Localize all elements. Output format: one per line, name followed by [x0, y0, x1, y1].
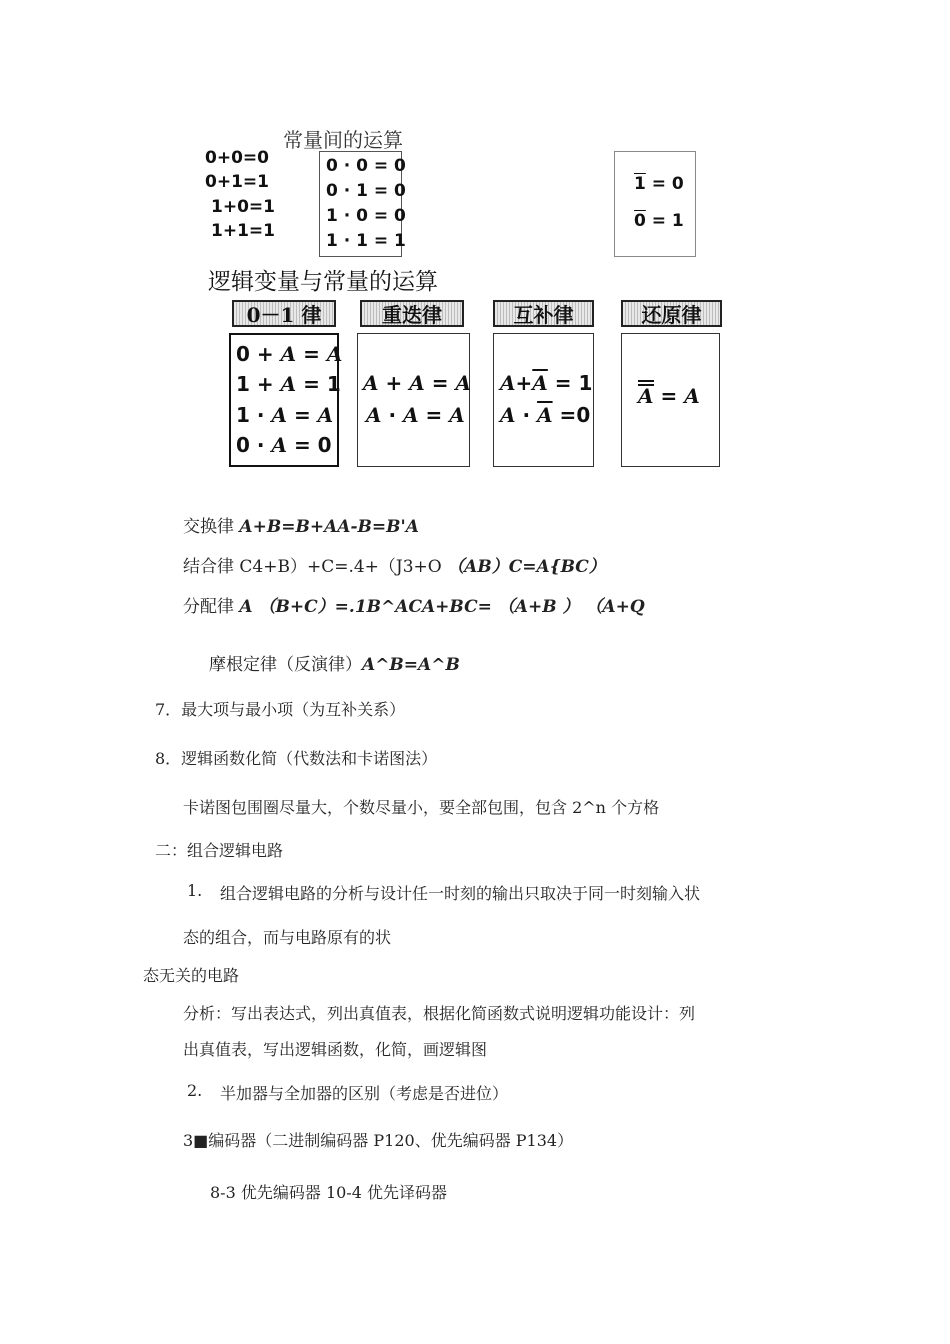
law-box-complement — [493, 333, 594, 467]
var-const-title: 逻辑变量与常量的运算 — [208, 269, 438, 295]
constants-title: 常量间的运算 — [283, 128, 403, 152]
and-op-3: 1 · 0 = 0 — [326, 206, 406, 226]
p1-line-2: 态的组合，而与电路原有的状 — [183, 928, 392, 947]
not-op-2: 0 = 1 — [634, 211, 684, 231]
law-01-row-1: 0 + A = A — [236, 342, 343, 366]
or-op-3: 1+0=1 — [211, 197, 275, 217]
law-01-row-2: 1 + A = 1 — [236, 372, 341, 396]
p1-line-1: 组合逻辑电路的分析与设计任一时刻的输出只取决于同一时刻输入状 — [220, 884, 701, 903]
p3-encoder: 3■编码器（二进制编码器 P120、优先编码器 P134） — [183, 1131, 574, 1150]
law-header-complement: 互补律 — [493, 300, 594, 327]
item-8: 8．逻辑函数化简（代数法和卡诺图法） — [155, 749, 438, 768]
law-comp-row-2: $A \cdot \overline{A} =0$ — [500, 403, 591, 427]
or-op-1: 0+0=0 — [205, 148, 269, 168]
analysis-line-1: 分析：写出表达式，列出真值表，根据化简函数式说明逻辑功能设计：列 — [183, 1004, 696, 1023]
law-box-involution — [621, 333, 720, 467]
and-op-1: 0 · 0 = 0 — [326, 156, 406, 176]
law-header-idempotent: 重迭律 — [360, 300, 464, 327]
law-idem-row-2: A · A = A — [366, 403, 465, 427]
p2-number: 2. — [187, 1081, 203, 1100]
analysis-line-2: 出真值表，写出逻辑函数，化简，画逻辑图 — [183, 1040, 488, 1059]
section-2-heading: 二：组合逻辑电路 — [155, 841, 284, 860]
de-morgan-law: 摩根定律（反演律）A^B=A^B — [209, 655, 460, 675]
or-op-4: 1+1=1 — [211, 221, 275, 241]
not-ops-box — [614, 151, 696, 257]
law-01-row-4: 0 · A = 0 — [236, 433, 332, 457]
not-op-1: 1 = 0 — [634, 174, 684, 194]
and-op-4: 1 · 1 = 1 — [326, 231, 406, 251]
item-7: 7．最大项与最小项（为互补关系） — [155, 700, 406, 719]
distributive-law: 分配律 A （B+C）=.1B^ACA+BC= （A+B ） （A+Q — [183, 597, 645, 617]
karnaugh-note: 卡诺图包围圈尽量大，个数尽量小，要全部包围，包含 2^n 个方格 — [183, 798, 660, 817]
p3-sub: 8-3 优先编码器 10-4 优先译码器 — [210, 1183, 447, 1202]
law-box-idempotent — [357, 333, 470, 467]
p1-number: 1. — [187, 881, 203, 900]
p2-text: 半加器与全加器的区别（考虑是否进位） — [220, 1084, 509, 1103]
law-idem-row-1: A + A = A — [363, 371, 471, 395]
law-header-involution: 还原律 — [621, 300, 722, 327]
law-01-row-3: 1 · A = A — [236, 403, 334, 427]
law-header-01: 0－1 律 — [232, 300, 336, 327]
and-ops-box — [319, 151, 406, 257]
commutative-law: 交换律 A+B=B+AA-B=B'A — [183, 517, 419, 537]
or-op-2: 0+1=1 — [205, 172, 269, 192]
law-comp-row-1: $A+\overline{A} = 1$ — [500, 371, 593, 395]
law-inv-row-1: A = A — [638, 384, 700, 408]
p1-line-3: 态无关的电路 — [143, 966, 240, 985]
associative-law: 结合律 C4+B）+C=.4+（J3+O （AB）C=A{BC） — [183, 557, 606, 577]
and-op-2: 0 · 1 = 0 — [326, 181, 406, 201]
law-box-01 — [229, 333, 343, 467]
